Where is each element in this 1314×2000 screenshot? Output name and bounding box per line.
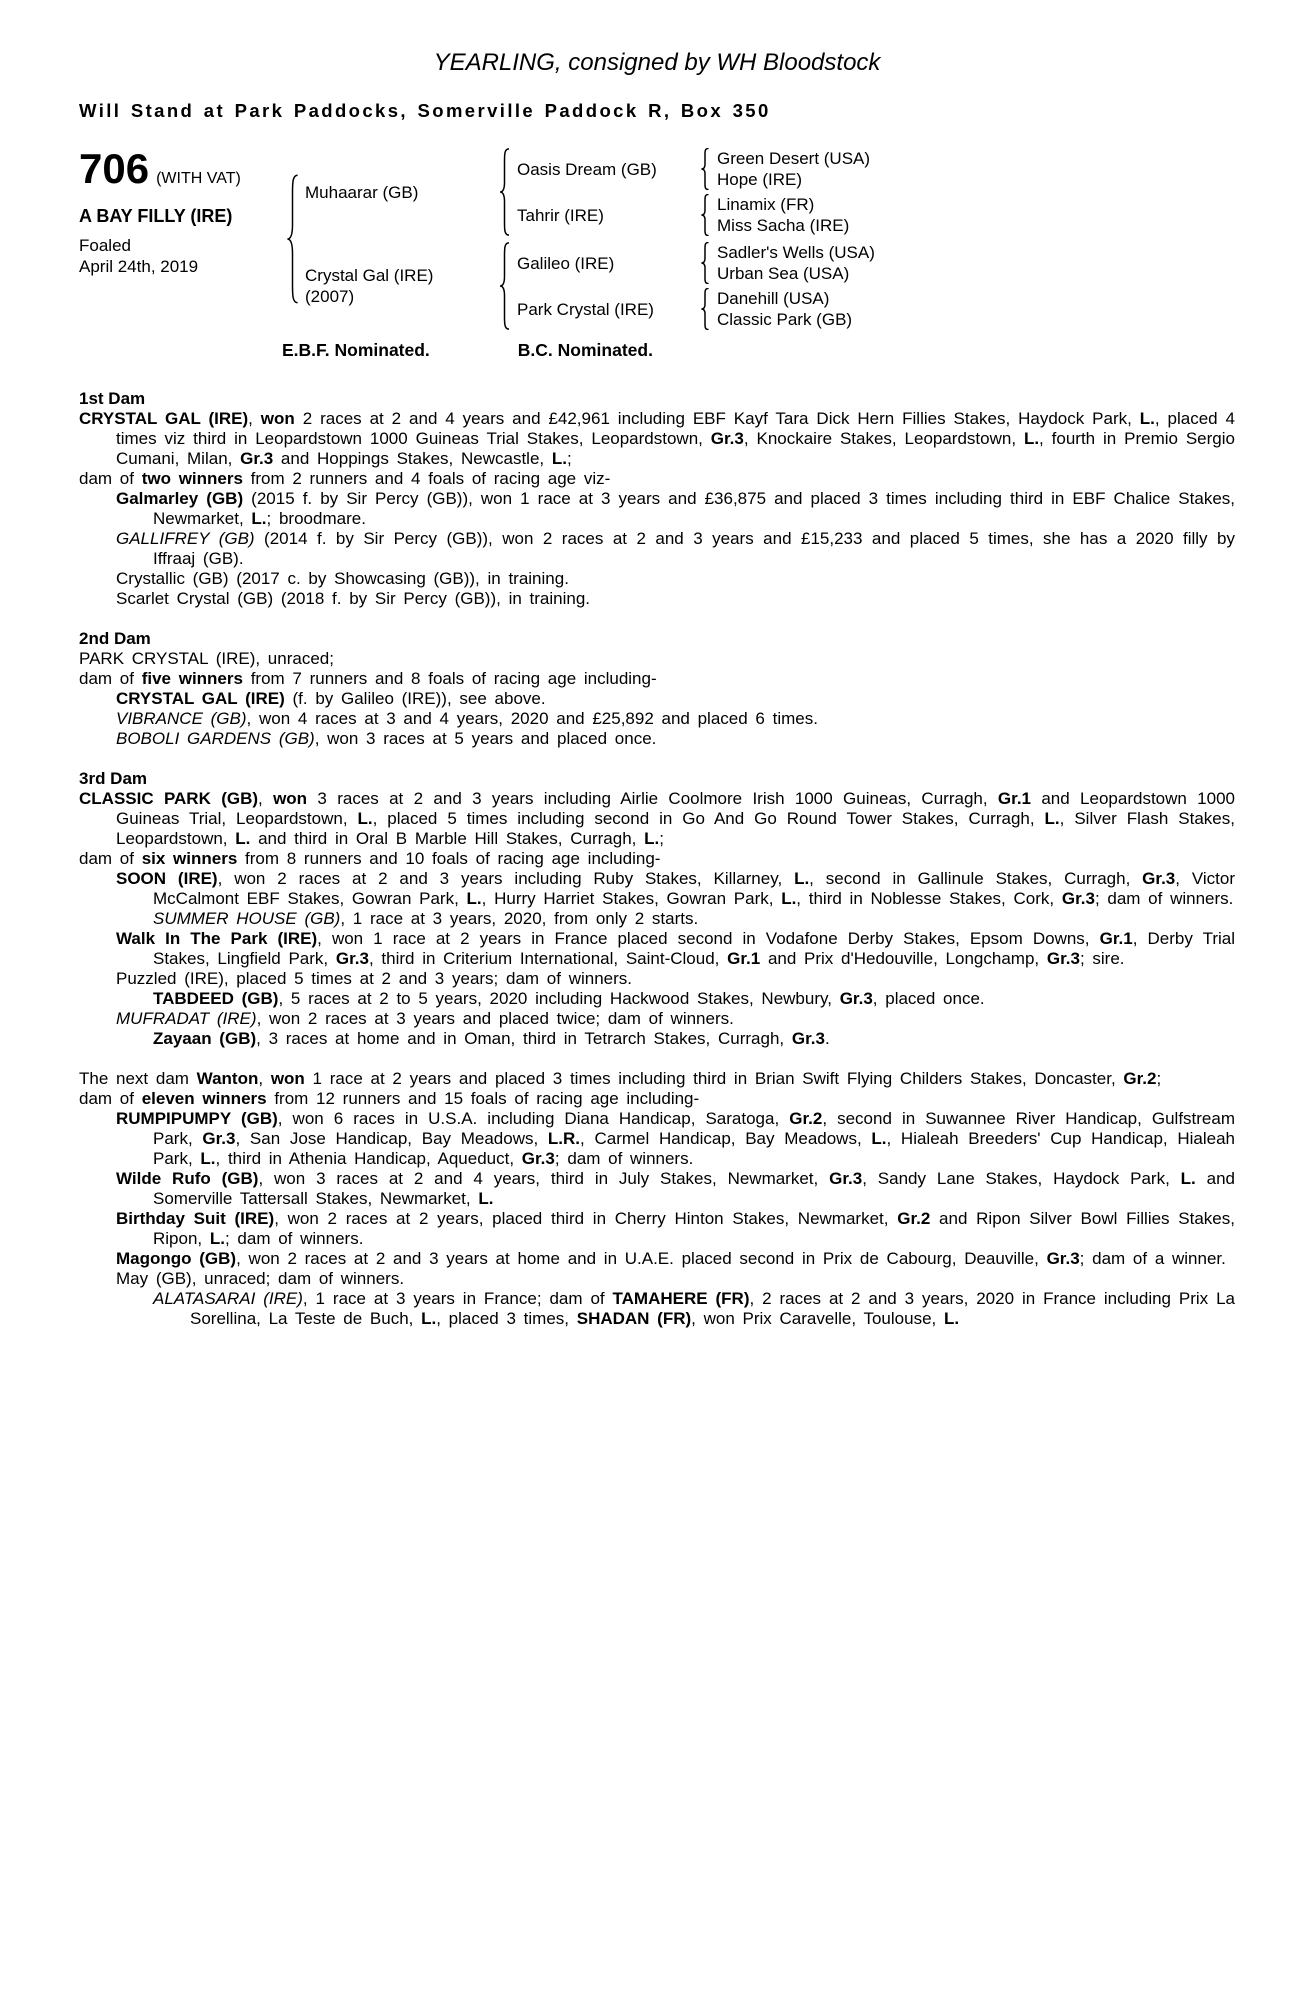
- text-run: Gr.3: [240, 449, 274, 469]
- pedigree-brace-icon: [699, 288, 711, 330]
- text-run: Gr.3: [335, 949, 369, 969]
- text-run: L.R.: [547, 1129, 581, 1149]
- dam-section: [79, 629, 1235, 749]
- text-run: , won 2 races at 2 years, placed third in Cherry Hinton Stakes, Newmarket,: [274, 1209, 898, 1229]
- text-run: CRYSTAL GAL (IRE): [116, 689, 285, 709]
- dam-name: Crystal Gal (IRE): [305, 266, 434, 286]
- text-run: , Silver Flash Stakes, Leopardstown,: [116, 809, 1235, 849]
- lot-vat-note: (WITH VAT): [156, 170, 241, 188]
- text-run: , Derby Trial Stakes, Lingfield Park,: [153, 929, 1235, 969]
- dam-section: [79, 389, 1235, 609]
- text-run: Gr.2: [789, 1109, 823, 1129]
- pedigree-paragraph: [79, 869, 1235, 909]
- text-run: Gr.3: [791, 1029, 825, 1049]
- text-run: L.: [251, 509, 267, 529]
- bc-nominated-label: B.C. Nominated.: [517, 340, 653, 361]
- pedigree-block: [79, 145, 1235, 330]
- text-run: L.: [781, 889, 797, 909]
- text-run: Crystallic (GB) (2017 c. by Showcasing (GB)), in training.: [116, 569, 569, 589]
- great-grandparent-pair: [717, 148, 870, 190]
- text-run: eleven winners: [141, 1089, 267, 1109]
- pedigree-paragraph: [79, 409, 1235, 469]
- text-run: Wanton: [196, 1069, 259, 1089]
- text-run: TABDEED (GB): [153, 989, 279, 1009]
- pedigree-paragraph: [79, 569, 1235, 589]
- text-run: RUMPIPUMPY (GB): [116, 1109, 278, 1129]
- text-run: (f. by Galileo (IRE)), see above.: [284, 689, 546, 709]
- pedigree-paragraph: [79, 489, 1235, 529]
- text-run: May (GB), unraced; dam of winners.: [116, 1269, 405, 1289]
- text-run: 2 races at 2 and 4 years and £42,961 including EBF Kayf Tara Dick Hern Fillies Stakes, Haydock Park,: [294, 409, 1140, 429]
- pedigree-paragraph: [79, 969, 1235, 989]
- text-run: L.: [871, 1129, 887, 1149]
- text-run: , 1 race at 3 years in France; dam of: [302, 1289, 613, 1309]
- pedigree-paragraph: [79, 589, 1235, 609]
- text-run: , 2 races at 2 and 3 years, 2020 in France including Prix La Sorellina, La Teste de Buch,: [190, 1289, 1235, 1329]
- text-run: ,: [258, 789, 274, 809]
- nominations-line: [282, 340, 1235, 361]
- pedigree-paragraph: [79, 1209, 1235, 1249]
- text-run: Walk In The Park (IRE): [116, 929, 318, 949]
- dam-line: [305, 242, 1235, 330]
- pedigree-paragraph: [79, 929, 1235, 969]
- text-run: Magongo (GB): [116, 1249, 237, 1269]
- text-run: Gr.3: [710, 429, 744, 449]
- text-run: from 7 runners and 8 foals of racing age including-: [242, 669, 657, 689]
- text-run: , Knockaire Stakes, Leopardstown,: [743, 429, 1024, 449]
- pedigree-paragraph: [79, 1089, 1235, 1109]
- text-run: L.: [1044, 809, 1060, 829]
- pedigree-sections: [79, 389, 1235, 1329]
- text-run: ,: [258, 1069, 271, 1089]
- text-run: L.: [1139, 409, 1155, 429]
- pedigree-brace-icon: [284, 174, 301, 304]
- text-run: , third in Criterium International, Saint-Cloud,: [368, 949, 728, 969]
- pedigree-paragraph: [79, 709, 1235, 729]
- sire-line: [305, 148, 1235, 236]
- text-run: and Prix d'Hedouville, Longchamp,: [760, 949, 1047, 969]
- horse-description: A BAY FILLY (IRE): [79, 206, 233, 227]
- text-run: , won Prix Caravelle, Toulouse,: [691, 1309, 944, 1329]
- section-heading: 1st Dam: [79, 389, 146, 409]
- great-grandsire-name: Sadler's Wells (USA): [717, 243, 875, 263]
- text-run: Puzzled (IRE), placed 5 times at 2 and 3 years; dam of winners.: [116, 969, 633, 989]
- pedigree-paragraph: [79, 1249, 1235, 1269]
- text-run: , placed 3 times,: [436, 1309, 577, 1329]
- text-run: ; dam of winners.: [224, 1229, 364, 1249]
- text-run: (2015 f. by Sir Percy (GB)), won 1 race at 3 years and £36,875 and placed 3 times including third in EBF Chalice Stakes, Newmarket,: [153, 489, 1235, 529]
- text-run: 3 races at 2 and 3 years including Airlie Coolmore Irish 1000 Guineas, Curragh,: [307, 789, 998, 809]
- text-run: PARK CRYSTAL (IRE), unraced;: [79, 649, 334, 669]
- great-grandparent-pair: [717, 288, 852, 330]
- text-run: , Carmel Handicap, Bay Meadows,: [580, 1129, 872, 1149]
- text-run: Zayaan (GB): [153, 1029, 257, 1049]
- text-run: Gr.1: [997, 789, 1032, 809]
- pedigree-paragraph: [79, 1069, 1235, 1089]
- text-run: Gr.1: [727, 949, 761, 969]
- text-run: , won 2 races at 2 and 3 years including Ruby Stakes, Killarney,: [217, 869, 795, 889]
- text-run: VIBRANCE (GB): [116, 709, 247, 729]
- text-run: ; broodmare.: [266, 509, 366, 529]
- text-run: dam of: [79, 469, 142, 489]
- pedigree-paragraph: [79, 689, 1235, 709]
- great-grandsire-name: Linamix (FR): [717, 195, 815, 215]
- text-run: , Hurry Harriet Stakes, Gowran Park,: [481, 889, 782, 909]
- text-run: and Leopardstown 1000 Guineas Trial, Leopardstown,: [116, 789, 1235, 829]
- text-run: dam of: [79, 1089, 142, 1109]
- foaled-label: Foaled: [79, 236, 131, 256]
- text-run: ,: [248, 409, 261, 429]
- text-run: L.: [644, 829, 660, 849]
- pedigree-paragraph: [79, 649, 1235, 669]
- consignor-title: YEARLING, consigned by WH Bloodstock: [433, 49, 881, 76]
- text-run: , placed 5 times including second in Go And Go Round Tower Stakes, Curragh,: [372, 809, 1045, 829]
- dam-section: [79, 769, 1235, 1049]
- pedigree-halves: [305, 148, 1235, 330]
- text-run: won: [273, 789, 308, 809]
- text-run: Scarlet Crystal (GB) (2018 f. by Sir Percy (GB)), in training.: [116, 589, 591, 609]
- text-run: , Hialeah Breeders' Cup Handicap, Hialeah Park,: [153, 1129, 1236, 1169]
- text-run: TAMAHERE (FR): [612, 1289, 750, 1309]
- text-run: , 1 race at 3 years, 2020, from only 2 starts.: [340, 909, 699, 929]
- text-run: , fourth in Premio Sergio Cumani, Milan,: [116, 429, 1235, 469]
- text-run: , placed once.: [872, 989, 985, 1009]
- text-run: L.: [200, 1149, 216, 1169]
- text-run: Gr.3: [1046, 949, 1080, 969]
- pedigree-tree: [284, 148, 1235, 330]
- text-run: .: [824, 1029, 830, 1049]
- sire-name: Muhaarar (GB): [305, 182, 419, 202]
- text-run: ; dam of a winner.: [1079, 1249, 1226, 1269]
- great-granddam-name: Hope (IRE): [717, 170, 803, 190]
- text-run: L.: [794, 869, 810, 889]
- text-run: and third in Oral B Marble Hill Stakes, Curragh,: [250, 829, 645, 849]
- text-run: , Victor McCalmont EBF Stakes, Gowran Park,: [153, 869, 1236, 909]
- lot-number-line: [79, 145, 284, 193]
- granddam-name: Park Crystal (IRE): [517, 299, 654, 319]
- text-run: six winners: [141, 849, 238, 869]
- text-run: , won 6 races in U.S.A. including Diana Handicap, Saratoga,: [277, 1109, 790, 1129]
- pedigree-paragraph: [79, 1269, 1235, 1289]
- text-run: from 8 runners and 10 foals of racing age including-: [237, 849, 661, 869]
- text-run: Gr.3: [1142, 869, 1176, 889]
- text-run: L.: [1023, 429, 1040, 449]
- grandsire-name: Oasis Dream (GB): [517, 159, 657, 179]
- text-run: Wilde Rufo (GB): [116, 1169, 259, 1189]
- great-grandparent-pair: [717, 194, 849, 236]
- text-run: ALATASARAI (IRE): [153, 1289, 303, 1309]
- text-run: SHADAN (FR): [576, 1309, 692, 1329]
- dam-section: [79, 1069, 1235, 1329]
- pedigree-paragraph: [79, 1169, 1235, 1209]
- text-run: two winners: [141, 469, 243, 489]
- text-run: ;: [566, 449, 572, 469]
- grandsire-name: Galileo (IRE): [517, 253, 615, 273]
- text-run: Gr.1: [1099, 929, 1133, 949]
- text-run: and Somerville Tattersall Stakes, Newmarket,: [153, 1169, 1235, 1209]
- great-grandsire-name: Danehill (USA): [717, 289, 830, 309]
- text-run: and Hoppings Stakes, Newcastle,: [273, 449, 552, 469]
- text-run: Gr.2: [897, 1209, 931, 1229]
- text-run: Gr.2: [1123, 1069, 1157, 1089]
- pedigree-paragraph: [79, 669, 1235, 689]
- text-run: ; dam of winners.: [1094, 889, 1234, 909]
- section-heading: 2nd Dam: [79, 629, 151, 649]
- text-run: Galmarley (GB): [116, 489, 244, 509]
- text-run: Gr.3: [839, 989, 873, 1009]
- text-run: ; sire.: [1079, 949, 1125, 969]
- text-run: , won 3 races at 5 years and placed once.: [314, 729, 657, 749]
- dam-parents: [517, 242, 1235, 330]
- pedigree-brace-icon: [497, 148, 512, 236]
- text-run: , won 2 races at 2 and 3 years at home and in U.A.E. placed second in Prix de Cabourg, Deauville,: [236, 1249, 1047, 1269]
- pedigree-paragraph: [79, 1009, 1235, 1029]
- text-run: , 5 races at 2 to 5 years, 2020 including Hackwood Stakes, Newbury,: [278, 989, 840, 1009]
- text-run: SOON (IRE): [116, 869, 218, 889]
- text-run: Gr.3: [521, 1149, 555, 1169]
- pedigree-paragraph: [79, 529, 1235, 569]
- text-run: , won 4 races at 3 and 4 years, 2020 and £25,892 and placed 6 times.: [246, 709, 818, 729]
- dam-year: (2007): [305, 287, 355, 307]
- granddam-name: Tahrir (IRE): [517, 205, 604, 225]
- pedigree-brace-icon: [699, 242, 711, 284]
- pedigree-brace-icon: [699, 148, 711, 190]
- text-run: L.: [235, 829, 251, 849]
- text-run: L.: [943, 1309, 960, 1329]
- text-run: , Sandy Lane Stakes, Haydock Park,: [862, 1169, 1181, 1189]
- text-run: GALLIFREY (GB): [116, 529, 255, 549]
- pedigree-unit: [517, 148, 1235, 190]
- text-run: dam of: [79, 669, 142, 689]
- great-grandparent-pair: [717, 242, 875, 284]
- section-heading: 3rd Dam: [79, 769, 148, 789]
- text-run: , won 1 race at 2 years in France placed second in Vodafone Derby Stakes, Epsom Downs,: [317, 929, 1100, 949]
- text-run: , 3 races at home and in Oman, third in Tetrarch Stakes, Curragh,: [256, 1029, 792, 1049]
- text-run: Gr.3: [1061, 889, 1095, 909]
- pedigree-unit: [517, 194, 1235, 236]
- great-granddam-name: Miss Sacha (IRE): [717, 216, 850, 236]
- text-run: Gr.3: [829, 1169, 863, 1189]
- stand-location: Will Stand at Park Paddocks, Somerville Paddock R, Box 350: [79, 100, 771, 122]
- text-run: and Ripon Silver Bowl Fillies Stakes, Ripon,: [153, 1209, 1235, 1249]
- lot-number: 706: [79, 145, 150, 193]
- text-run: L.: [466, 889, 482, 909]
- text-run: ;: [1156, 1069, 1162, 1089]
- pedigree-paragraph: [79, 849, 1235, 869]
- pedigree-unit: [517, 288, 1235, 330]
- pedigree-paragraph: [79, 1029, 1235, 1049]
- ebf-nominated-label: E.B.F. Nominated.: [282, 340, 430, 361]
- text-run: , second in Suwannee River Handicap, Gulfstream Park,: [153, 1109, 1236, 1149]
- text-run: Birthday Suit (IRE): [116, 1209, 275, 1229]
- text-run: The next dam: [79, 1069, 197, 1089]
- text-run: CRYSTAL GAL (IRE): [79, 409, 249, 429]
- pedigree-paragraph: [79, 1289, 1235, 1329]
- text-run: L.: [357, 809, 373, 829]
- text-run: , second in Gallinule Stakes, Curragh,: [809, 869, 1143, 889]
- text-run: , placed 4 times viz third in Leopardstown 1000 Guineas Trial Stakes, Leopardstown,: [116, 409, 1235, 449]
- text-run: (2014 f. by Sir Percy (GB)), won 2 races at 2 and 3 years and £15,233 and placed 5 times, she has a 2020 filly by Iffraaj (GB).: [153, 529, 1235, 569]
- text-run: L.: [1180, 1169, 1196, 1189]
- text-run: five winners: [141, 669, 243, 689]
- text-run: L.: [421, 1309, 437, 1329]
- pedigree-brace-icon: [699, 194, 711, 236]
- text-run: SUMMER HOUSE (GB): [153, 909, 341, 929]
- pedigree-paragraph: [79, 909, 1235, 929]
- text-run: , won 3 races at 2 and 4 years, third in July Stakes, Newmarket,: [258, 1169, 830, 1189]
- text-run: L.: [551, 449, 567, 469]
- text-run: won: [270, 1069, 305, 1089]
- text-run: , third in Noblesse Stakes, Cork,: [796, 889, 1062, 909]
- text-run: MUFRADAT (IRE): [116, 1009, 257, 1029]
- foaled-date: April 24th, 2019: [79, 257, 199, 277]
- text-run: , won 2 races at 3 years and placed twice; dam of winners.: [256, 1009, 734, 1029]
- pedigree-paragraph: [79, 469, 1235, 489]
- dam-name-block: [305, 265, 497, 307]
- text-run: 1 race at 2 years and placed 3 times including third in Brian Swift Flying Childers Stakes, Doncaster,: [304, 1069, 1124, 1089]
- text-run: Gr.3: [1046, 1249, 1080, 1269]
- great-grandsire-name: Green Desert (USA): [717, 149, 871, 169]
- text-run: L.: [478, 1189, 494, 1209]
- text-run: , third in Athenia Handicap, Aqueduct,: [215, 1149, 522, 1169]
- text-run: BOBOLI GARDENS (GB): [116, 729, 315, 749]
- pedigree-paragraph: [79, 989, 1235, 1009]
- text-run: ;: [659, 829, 664, 849]
- pedigree-unit: [517, 242, 1235, 284]
- pedigree-paragraph: [79, 729, 1235, 749]
- pedigree-paragraph: [79, 1109, 1235, 1169]
- lot-info: [79, 145, 284, 330]
- great-granddam-name: Classic Park (GB): [717, 310, 853, 330]
- text-run: from 12 runners and 15 foals of racing age including-: [266, 1089, 700, 1109]
- text-run: from 2 runners and 4 foals of racing age viz-: [242, 469, 611, 489]
- great-granddam-name: Urban Sea (USA): [717, 264, 850, 284]
- text-run: ; dam of winners.: [554, 1149, 694, 1169]
- text-run: Gr.3: [202, 1129, 236, 1149]
- pedigree-paragraph: [79, 789, 1235, 849]
- pedigree-brace-icon: [497, 242, 512, 330]
- text-run: won: [260, 409, 295, 429]
- sire-parents: [517, 148, 1235, 236]
- text-run: , San Jose Handicap, Bay Meadows,: [235, 1129, 548, 1149]
- text-run: CLASSIC PARK (GB): [79, 789, 259, 809]
- text-run: L.: [209, 1229, 225, 1249]
- text-run: dam of: [79, 849, 142, 869]
